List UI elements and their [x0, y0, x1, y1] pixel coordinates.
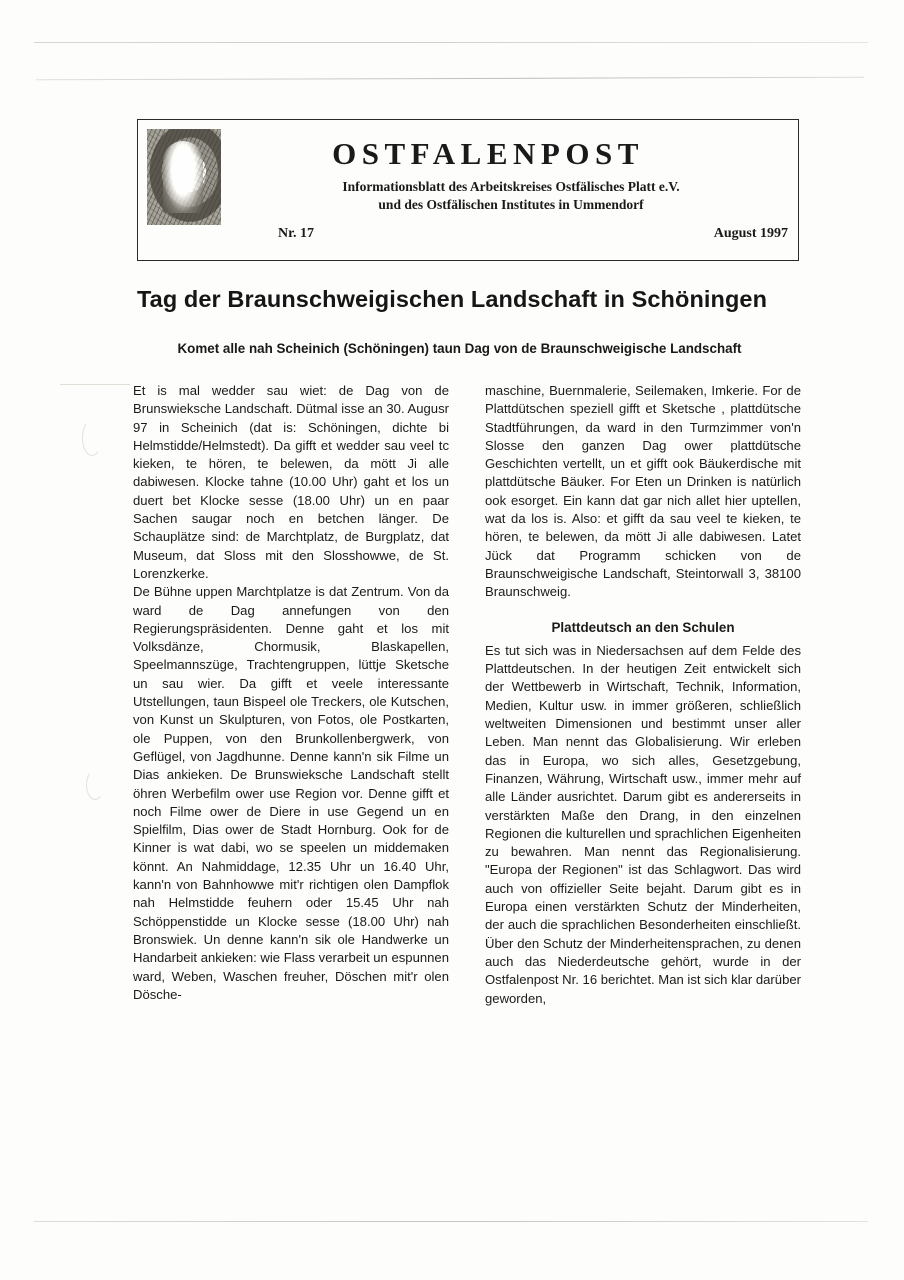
publication-subtitle-line1: Informationsblatt des Arbeitskreises Ostfälisches Platt e.V. — [342, 179, 680, 194]
scan-blotch — [86, 770, 104, 800]
article-headline: Tag der Braunschweigischen Landschaft in Schöningen — [136, 286, 768, 312]
paragraph: Es tut sich was in Niedersachsen auf dem Felde des Plattdeutschen. In der heutigen Zeit entwickelt sich der Wettbewerb in Wirtschaft, Technik, Information, Medien, Kultur usw. in immer größeren, schließlich weltweiten Dimensionen und bestimmt unser aller Leben. Man nennt das Globalisierung. Wir erleben das in Europa, wo sich alles, Gesetzgebung, Finanzen, Währung, Wirtschaft usw., immer mehr auf alle Länder ausrichtet. Darum gibt es andererseits in verstärkten Maße den Drang, in den einzelnen Regionen die kulturellen und sprachlichen Eigenheiten zu bewahren. Man nennt das Regionalisierung. "Europa der Regionen" ist das Schlagwort. Das wird auch von offizieller Seite bejaht. Darum gibt es in Europa einen verstärkten Schutz der Minderheiten, der auch die sprachlichen Besonderheiten einschließt. Über den Schutz der Minderheitensprachen, zu denen auch das Niederdeutsche gehört, wurde in der Ostfalenpost Nr. 16 berichtet. Man ist sich klar darüber geworden, — [485, 642, 801, 1006]
article-subheadline: Komet alle nah Scheinich (Schöningen) taun Dag von de Braunschweigische Landschaft — [177, 341, 742, 356]
issue-row — [138, 226, 798, 248]
publication-title: OSTFALENPOST — [332, 136, 644, 171]
article-column-right — [485, 382, 801, 1082]
scan-edge-line-top — [34, 42, 868, 43]
issue-date: August 1997 — [713, 226, 788, 241]
article-column-left — [133, 382, 449, 1082]
article-body-columns — [133, 382, 801, 1082]
publication-subtitle — [234, 178, 788, 214]
scan-edge-line-bottom — [34, 1221, 868, 1222]
paragraph: Et is mal wedder sau wiet: de Dag von de Brunswieksche Landschaft. Dütmal isse an 30. Augusr 97 in Scheinich (dat is: Schöningen, dichte bi Helmstidde/Helmstedt). Da gifft et wedder sau veel tc kieken, te hören, te belewen, da mött Ji alle dabiwesen. Klocke tahne (10.00 Uhr) gaht et los un duert bet Klocke sesse (18.00 Uhr) un en paar Sachen saugar noch en betchen länger. De Schauplätze sind: de Marchtplatz, de Burgplatz, dat Museum, dat Sloss mit den Slosshowwe, de St. Lorenzkerke. — [133, 383, 449, 581]
paragraph: De Bühne uppen Marchtplatze is dat Zentrum. Von da ward de Dag annefungen von den Regierungspräsidenten. Denne gaht et los mit Volksdänze, Chormusik, Blaskapellen, Speelmannszüge, Trachtengruppen, lüttje Sketsche un sau wier. Da gifft et veele interessante Utstellungen, taun Bispeel ole Treckers, ole Kutschen, von Kunst un Skulpturen, von Fotos, ole Postkarten, ole Puppen, von den Brunkollenbergwerk, von Geflügel, von Jagdhunne. Denne kann'n sik Filme un Dias ankieken. De Brunswieksche Landschaft stellt öhren Werbefilm ower use Region vor. Denne gifft et noch Filme ower de Diere in use Gegend un en Spielfilm, Dias ower de Stadt Hornburg. Ook for de Kinner is wat dabi, wo se speelen un middemaken könnt. An Nahmiddage, 12.35 Uhr un 16.40 Uhr, kann'n von Bahnhowwe mit'r richtigen olen Dampflok nah Helmstidde feuhern oder 15.45 Uhr nah Schöppenstidde un Klocke sesse (18.00 Uhr) nah Bronswiek. Un denne kann'n sik ole Handwerke un Handarbeit ankieken: wie Flass verarbeit un espunnen ward, Weben, Waschen freuher, Döschen mit'r olen Dösche- — [133, 584, 449, 1002]
issue-number: Nr. 17 — [278, 226, 315, 241]
scan-blotch — [82, 420, 102, 456]
scan-edge-line-upper — [36, 77, 864, 81]
scan-smudge — [60, 384, 130, 385]
paragraph: maschine, Buernmalerie, Seilemaken, Imkerie. For de Plattdütschen speziell gifft et Sketsche , plattdütsche Stadtführungen, da ward in den Turmzimmer von'n Slosse den ganzen Dag ower plattdütsche Geschichten vertellt, un et gifft ook Bäukerdische mit plattdütsche Bäuker. For Eten un Drinken is natürlich ook esorget. Ein kann dat gar nich allet hier uptellen, wat da los is. Also: et gifft da sau veel te kieken, te hören, te belewen, da mött Ji alle dabiwesen. Latet Jück dat Programm schicken von de Braunschweigische Landschaft, Steintorwall 3, 38100 Braunschweig. — [485, 383, 801, 600]
masthead — [137, 119, 799, 261]
section-heading: Plattdeutsch an den Schulen — [551, 619, 735, 635]
publication-subtitle-line2: und des Ostfälischen Institutes in Ummendorf — [378, 197, 644, 212]
